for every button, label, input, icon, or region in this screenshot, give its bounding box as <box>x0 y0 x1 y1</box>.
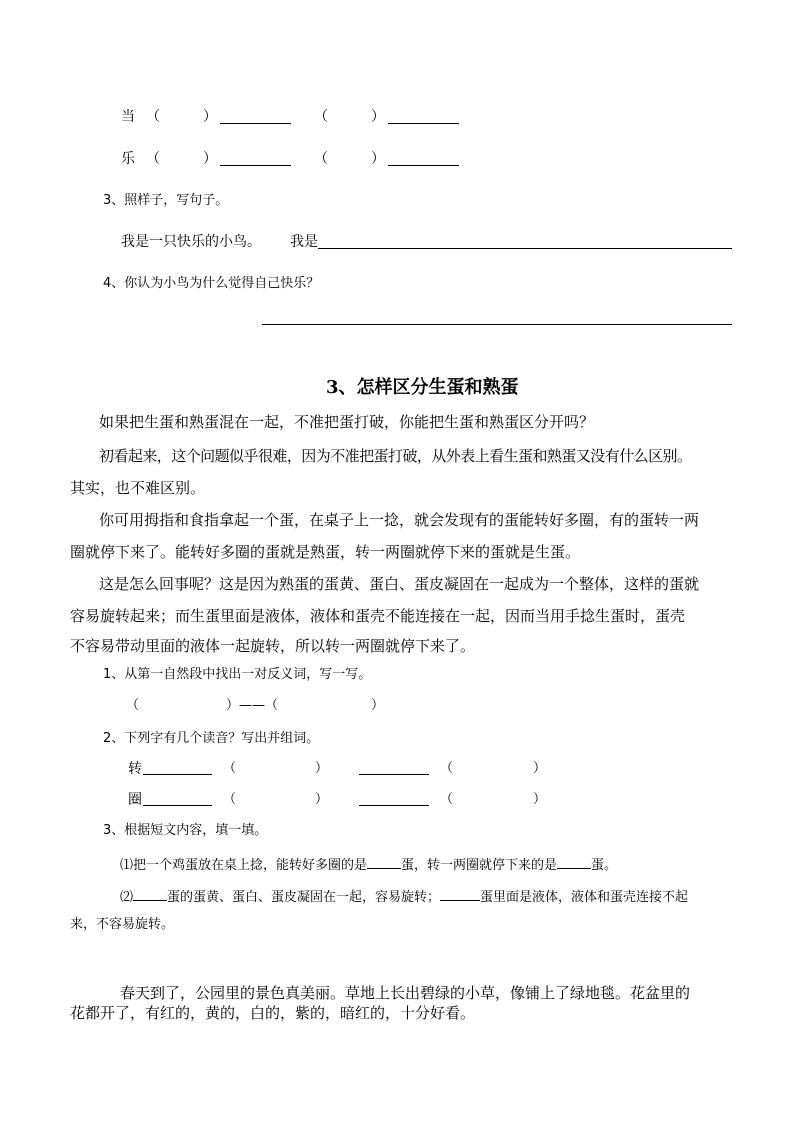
paren-open: （ <box>314 109 328 125</box>
paren-open: （ <box>126 698 140 713</box>
paren-open: （ <box>146 109 160 125</box>
paren-close: ） <box>533 761 547 776</box>
article-paragraph-3-line-1: 你可用拇指和食指拿起一个蛋，在桌子上一捻，就会发现有的蛋能转好多圈，有的蛋转一两 <box>99 511 700 529</box>
paren-open: （ <box>223 792 237 807</box>
answer-line[interactable] <box>318 248 732 249</box>
paren-close: ） <box>371 151 385 167</box>
article-paragraph-2-line-1: 初看起来，这个问题似乎很难，因为不准把蛋打破，从外表上看生蛋和熟蛋又没有什么区别。 <box>99 447 692 465</box>
fill-blank[interactable] <box>557 854 591 869</box>
answer-blank[interactable] <box>388 123 459 124</box>
answer-line[interactable] <box>262 324 732 325</box>
article-paragraph-4-line-3: 不容易带动里面的液体一起旋转，所以转一两圈就停下来了。 <box>70 637 476 655</box>
fill-item-2-text-a: 蛋的蛋黄、蛋白、蛋皮凝固在一起，容易旋转； <box>167 890 441 905</box>
question-1: 1、从第一自然段中找出一对反义词，写一写。 <box>103 667 372 682</box>
fill-item-2-line-2: 来，不容易旋转。 <box>70 917 175 932</box>
spring-paragraph-line-2: 花都开了，有红的，黄的，白的，紫的，暗红的，十分好看。 <box>70 1004 476 1022</box>
pinyin-blank[interactable] <box>359 774 429 775</box>
paren-close: ） <box>371 109 385 125</box>
article-paragraph-4-line-1: 这是怎么回事呢？这是因为熟蛋的蛋黄、蛋白、蛋皮凝固在一起成为一个整体，这样的蛋就 <box>99 575 700 593</box>
paren-close: ） <box>371 698 385 713</box>
fill-blank[interactable] <box>440 886 480 901</box>
antonym-separator: ）——（ <box>226 698 279 713</box>
fill-item-1-text-a: ⑴把一个鸡蛋放在桌上捻，能转好多圈的是 <box>120 858 368 873</box>
answer-blank[interactable] <box>220 123 291 124</box>
char-le: 乐 <box>121 151 135 167</box>
article-paragraph-3-line-2: 圈就停下来了。能转好多圈的蛋就是熟蛋，转一两圈就停下来的蛋就是生蛋。 <box>70 543 581 561</box>
paren-close: ） <box>533 792 547 807</box>
answer-blank[interactable] <box>220 165 291 166</box>
paren-close: ） <box>315 761 329 776</box>
paren-close: ） <box>203 109 217 125</box>
question-3-fill: 3、根据短文内容，填一填。 <box>103 823 268 838</box>
pinyin-blank[interactable] <box>143 774 212 775</box>
question-3-sentence: 3、照样子，写句子。 <box>103 193 229 208</box>
paren-open: （ <box>314 151 328 167</box>
paren-open: （ <box>440 792 454 807</box>
paren-open: （ <box>146 151 160 167</box>
paren-open: （ <box>223 761 237 776</box>
article-paragraph-4-line-2: 容易旋转起来；而生蛋里面是液体，液体和蛋壳不能连接在一起，因而当用手捻生蛋时，蛋壳 <box>70 607 686 625</box>
char-quan: 圈 <box>128 792 142 808</box>
char-zhuan: 转 <box>128 761 142 777</box>
paren-close: ） <box>203 151 217 167</box>
example-sentence: 我是一只快乐的小鸟。 <box>121 234 261 250</box>
question-4: 4、你认为小鸟为什么觉得自己快乐？ <box>103 276 320 291</box>
fill-item-2-number: ⑵ <box>120 890 134 905</box>
fill-item-1-text-c: 蛋。 <box>591 858 618 873</box>
answer-blank[interactable] <box>388 165 459 166</box>
fill-blank[interactable] <box>367 854 401 869</box>
fill-blank[interactable] <box>133 886 167 901</box>
paren-close: ） <box>315 792 329 807</box>
article-paragraph-1: 如果把生蛋和熟蛋混在一起，不准把蛋打破，你能把生蛋和熟蛋区分开吗？ <box>99 413 595 431</box>
paren-open: （ <box>440 761 454 776</box>
article-title: 3、怎样区分生蛋和熟蛋 <box>326 377 519 398</box>
pinyin-blank[interactable] <box>143 805 212 806</box>
article-paragraph-2-line-2: 其实，也不难区别。 <box>70 479 206 497</box>
pinyin-blank[interactable] <box>359 805 429 806</box>
fill-item-1 <box>120 854 617 875</box>
fill-item-1-text-b: 蛋，转一两圈就停下来的是 <box>401 858 558 873</box>
sentence-prompt: 我是 <box>290 234 318 250</box>
question-2: 2、下列字有几个读音？写出并组词。 <box>103 731 320 746</box>
fill-item-2-text-b: 蛋里面是液体，液体和蛋壳连接不起 <box>480 890 689 905</box>
char-dang: 当 <box>121 109 135 125</box>
fill-item-2 <box>120 886 688 907</box>
spring-paragraph-line-1: 春天到了，公园里的景色真美丽。草地上长出碧绿的小草，像铺上了绿地毯。花盆里的 <box>120 984 691 1002</box>
